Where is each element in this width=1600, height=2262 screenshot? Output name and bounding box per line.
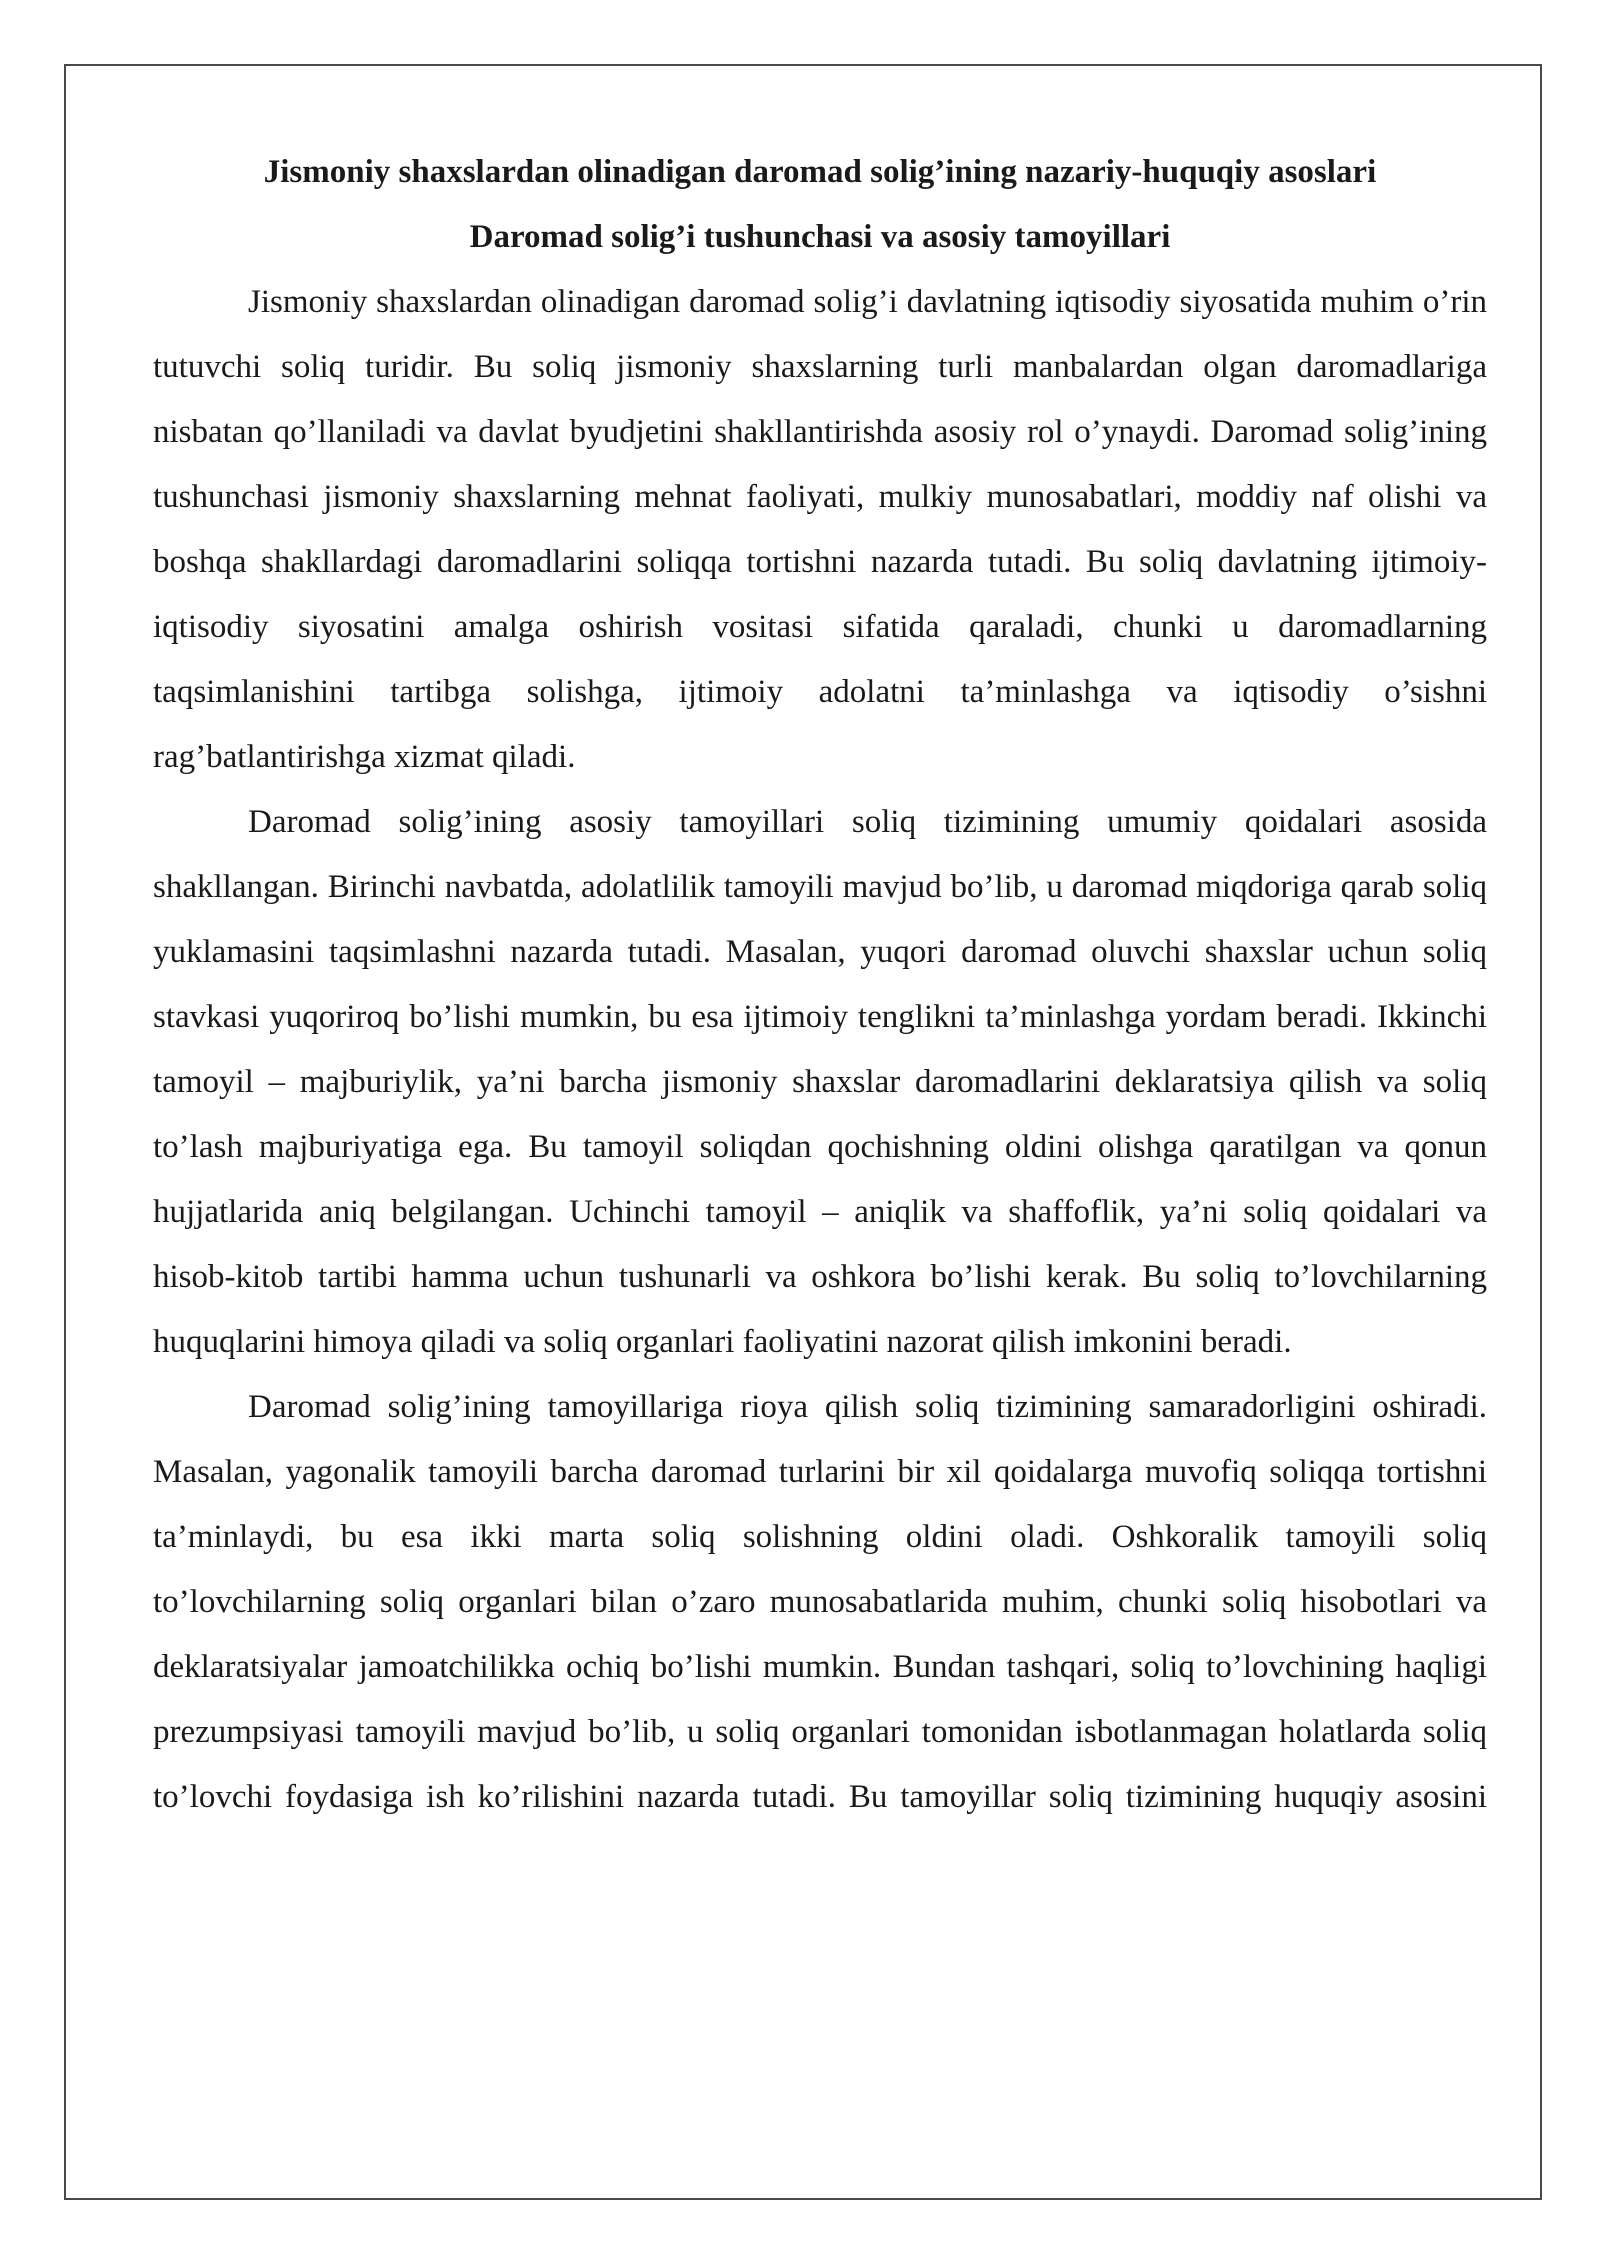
paragraph-2: Daromad solig’ining asosiy tamoyillari soliq tizimining umumiy qoidalari asosida shakllangan. Birinchi navbatda, adolatlilik tamoyili mavjud bo’lib, u daromad miqdoriga qarab soliq yuklamasini taqsimlashni nazarda tutadi. Masalan, yuqori daromad oluvchi shaxslar uchun soliq stavkasi yuqoriroq bo’lishi mumkin, bu esa ijtimoiy tenglikni ta’minlashga yordam beradi. Ikkinchi tamoyil – majburiylik, ya’ni barcha jismoniy shaxslar daromadlarini deklaratsiya qilish va soliq to’lash majburiyatiga ega. Bu tamoyil soliqdan qochishning oldini olishga qaratilgan va qonun hujjatlarida aniq belgilangan. Uchinchi tamoyil – aniqlik va shaffoflik, ya’ni soliq qoidalari va hisob-kitob tartibi hamma uchun tushunarli va oshkora bo’lishi kerak. Bu soliq to’lovchilarning huquqlarini himoya qiladi va soliq organlari faoliyatini nazorat qilish imkonini beradi. bbox=[153, 804, 1487, 1360]
paragraph-1: Jismoniy shaxslardan olinadigan daromad solig’i davlatning iqtisodiy siyosatida muhim o’rin tutuvchi soliq turidir. Bu soliq jismoniy shaxslarning turli manbalardan olgan daromadlariga nisbatan qo’llaniladi va davlat byudjetini shakllantirishda asosiy rol o’ynaydi. Daromad solig’ining tushunchasi jismoniy shaxslarning mehnat faoliyati, mulkiy munosabatlari, moddiy naf olishi va boshqa shakllardagi daromadlarini soliqqa tortishni nazarda tutadi. Bu soliq davlatning ijtimoiy-iqtisodiy siyosatini amalga oshirish vositasi sifatida qaraladi, chunki u daromadlarning taqsimlanishini tartibga solishga, ijtimoiy adolatni ta’minlashga va iqtisodiy o’sishni rag’batlantirishga xizmat qiladi. bbox=[153, 284, 1487, 775]
document-body bbox=[153, 140, 1487, 1830]
section-subtitle: Daromad solig’i tushunchasi va asosiy tamoyillari bbox=[469, 219, 1171, 255]
document-title: Jismoniy shaxslardan olinadigan daromad solig’ining nazariy-huquqiy asoslari bbox=[263, 154, 1377, 190]
paragraph-3: Daromad solig’ining tamoyillariga rioya qilish soliq tizimining samaradorligini oshiradi. Masalan, yagonalik tamoyili barcha daromad turlarini bir xil qoidalarga muvofiq soliqqa tortishni ta’minlaydi, bu esa ikki marta soliq solishning oldini oladi. Oshkoralik tamoyili soliq to’lovchilarning soliq organlari bilan o’zaro munosabatlarida muhim, chunki soliq hisobotlari va deklaratsiyalar jamoatchilikka ochiq bo’lishi mumkin. Bundan tashqari, soliq to’lovchining haqligi prezumpsiyasi tamoyili mavjud bo’lib, u soliq organlari tomonidan isbotlanmagan holatlarda soliq to’lovchi foydasiga ish ko’rilishini nazarda tutadi. Bu tamoyillar soliq tizimining huquqiy asosini bbox=[153, 1389, 1487, 1815]
